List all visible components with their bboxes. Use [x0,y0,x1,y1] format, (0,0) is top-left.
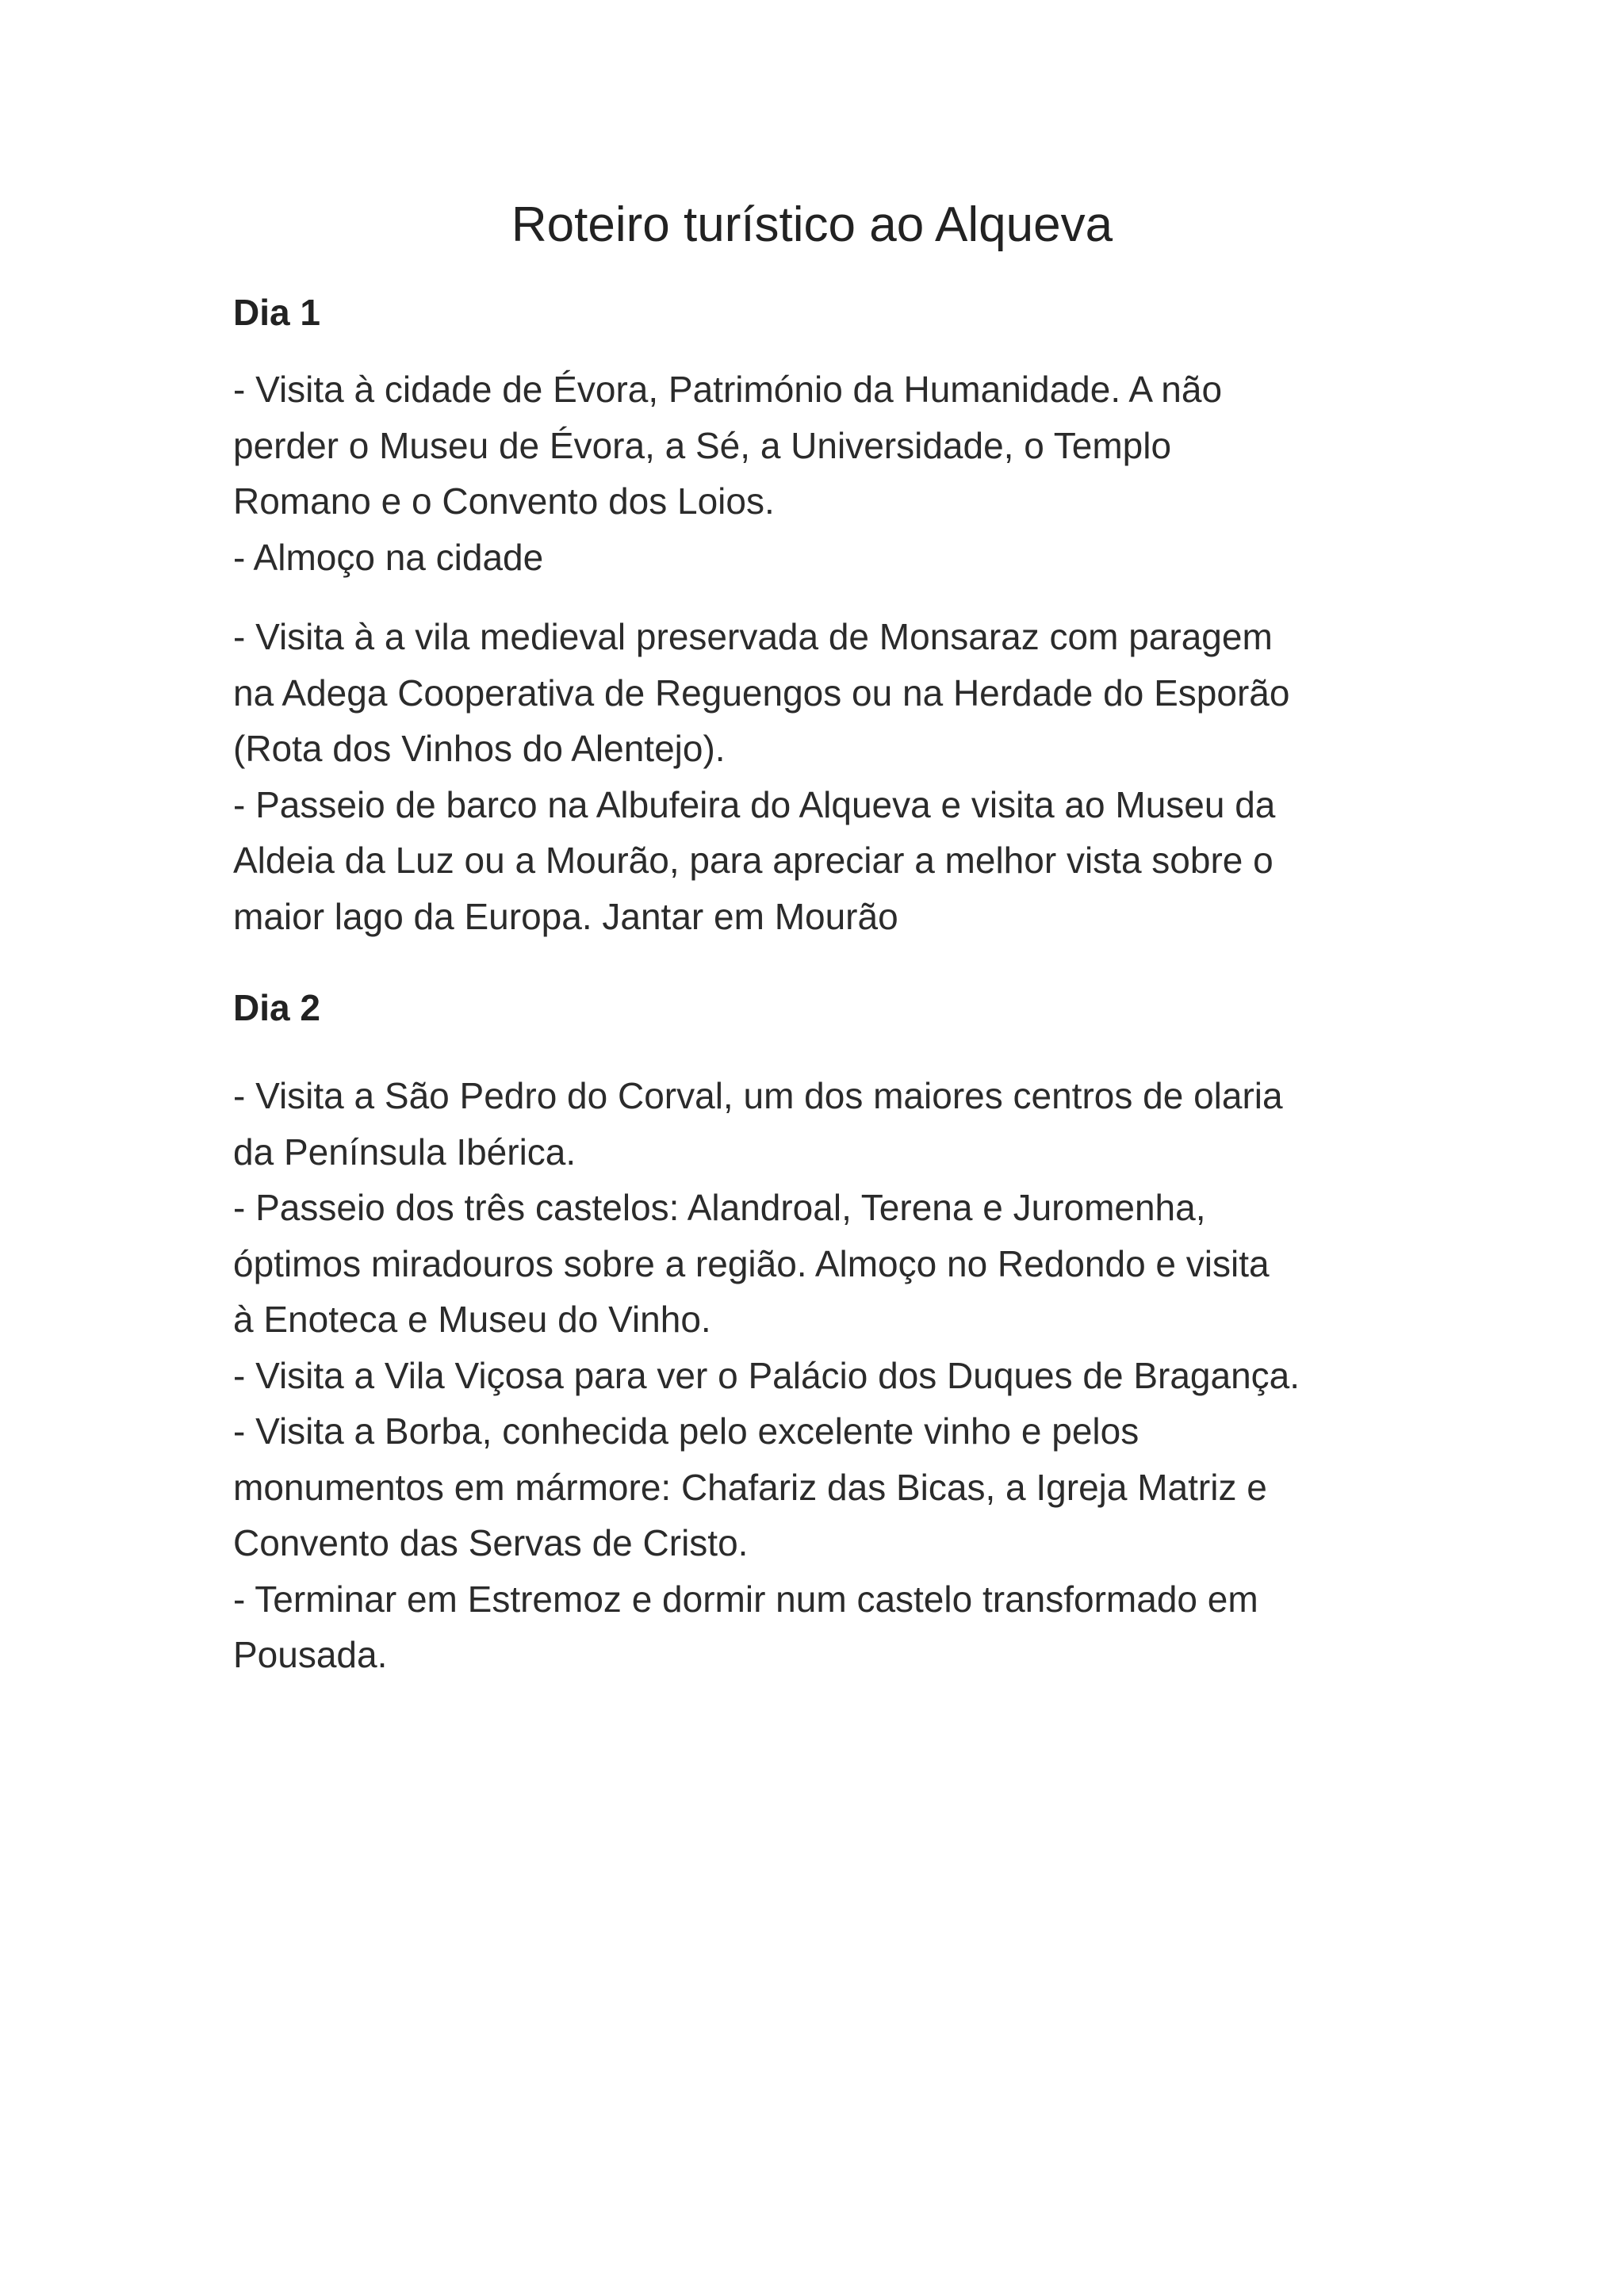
text-line: - Visita à cidade de Évora, Património da Humanidade. A não [233,369,1223,410]
text-line: - Visita a Vila Viçosa para ver o Palácio dos Duques de Bragança. [233,1354,1300,1396]
day-1-block-2 [233,609,1399,944]
text-line: - Almoço na cidade [233,536,544,578]
text-line: Aldeia da Luz ou a Mourão, para apreciar a melhor vista sobre o [233,840,1274,881]
text-line: Romano e o Convento dos Loios. [233,480,775,522]
document-title: Roteiro turístico ao Alqueva [511,197,1113,252]
document-body [233,284,1399,1683]
day-2-heading: Dia 2 [233,987,320,1028]
day-1-block-1 [233,362,1399,585]
text-line: da Península Ibérica. [233,1131,576,1173]
text-line: - Terminar em Estremoz e dormir num castelo transformado em [233,1578,1258,1620]
text-line: - Passeio de barco na Albufeira do Alqueva e visita ao Museu da [233,783,1276,825]
text-line: - Visita a Borba, conhecida pelo excelente vinho e pelos [233,1410,1139,1452]
text-line: - Passeio dos três castelos: Alandroal, Terena e Juromenha, [233,1187,1206,1228]
text-line: à Enoteca e Museu do Vinho. [233,1299,711,1340]
text-line: óptimos miradouros sobre a região. Almoço no Redondo e visita [233,1242,1270,1284]
day-2-block-1 [233,1068,1399,1683]
text-line: perder o Museu de Évora, a Sé, a Universidade, o Templo [233,424,1172,466]
text-line: Convento das Servas de Cristo. [233,1522,749,1563]
text-line: Pousada. [233,1634,388,1675]
text-line: monumentos em mármore: Chafariz das Bicas, a Igreja Matriz e [233,1466,1267,1508]
day-1-heading: Dia 1 [233,292,320,333]
text-line: - Visita a São Pedro do Corval, um dos maiores centros de olaria [233,1075,1283,1116]
text-line: (Rota dos Vinhos do Alentejo). [233,728,726,769]
text-line: maior lago da Europa. Jantar em Mourão [233,895,898,937]
text-line: - Visita à a vila medieval preservada de Monsaraz com paragem [233,616,1273,657]
text-line: na Adega Cooperativa de Reguengos ou na Herdade do Esporão [233,672,1290,714]
